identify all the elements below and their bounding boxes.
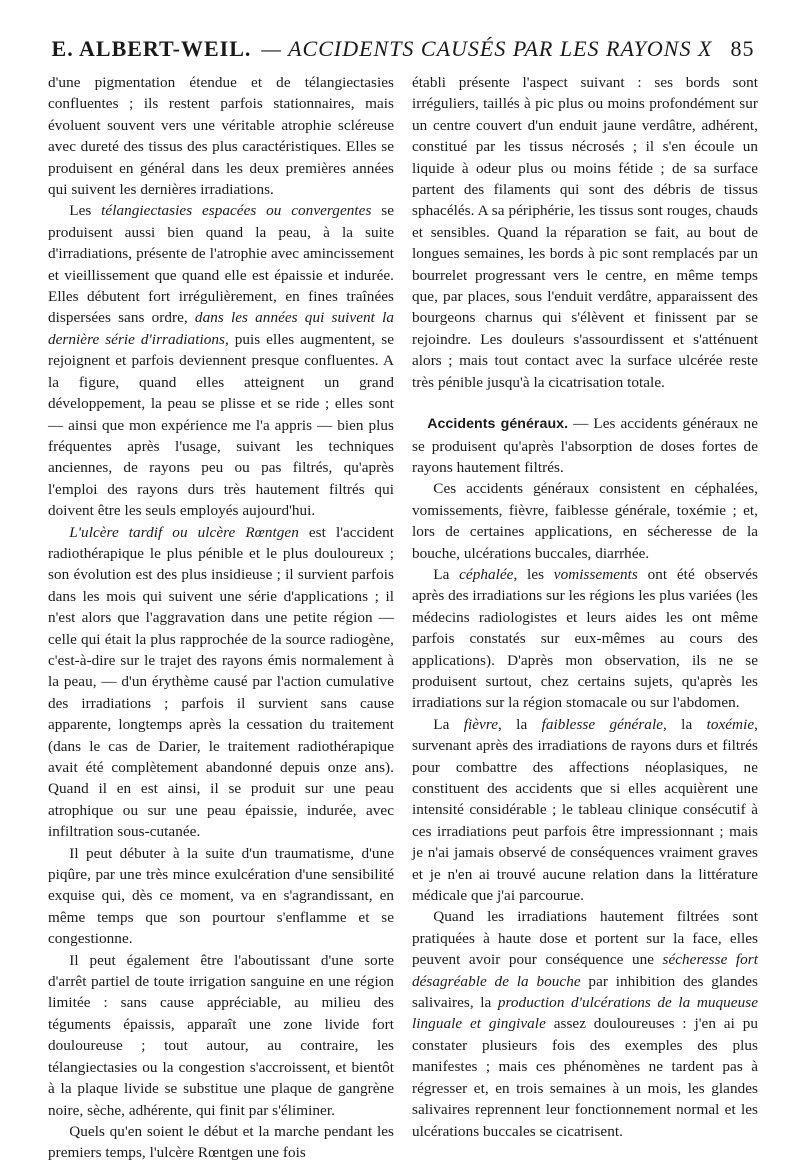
emphasis: télangiectasies espacées ou convergentes — [101, 202, 372, 220]
paragraph: Il peut également être l'aboutissant d'une sorte d'arrêt partiel de toute irrigation sanguine en une région limitée : sans cause appréciable, au milieu des téguments épaissis, apparaît une zone livide fort douloureuse ; tout autour, au contraire, les télangiectasies ou la congestion s'accroissent, et bientôt à la plaque livide se substitue une plaque de gangrène noire, sèche, adhérente, qui finit par s'éliminer. — [48, 951, 394, 1119]
left-column — [48, 72, 394, 1164]
header-author: E. ALBERT-WEIL. — [51, 36, 252, 61]
running-header — [48, 36, 758, 70]
emphasis: sécheresse fort désagréable de la bouche — [412, 951, 758, 990]
emphasis: vomissements — [553, 565, 638, 583]
emphasis: toxémie — [706, 715, 755, 733]
paragraph: Ces accidents généraux consistent en céphalées, vomissements, fièvre, faiblesse générale, toxémie ; et, lors de certaines applications, en sécheresse de la bouche, ulcérations buccales, diarrhée. — [412, 480, 758, 562]
paragraph: Quand les irradiations hautement filtrées sont pratiquées à haute dose et portent sur la face, elles peuvent avoir pour conséquence une sécheresse fort désagréable de la bouche par inhibition des glandes salivaires, la production d'ulcérations de la muqueuse linguale et gingivale assez douloureuses : j'en ai pu constater plusieurs fois des exemples des plus manifestes ; mais ces phénomènes ne tardent pas à régresser et, en trois semaines à un mois, les glandes salivaires reprennent leur fonctionnement normal et les ulcérations buccales se cicatrisent. — [412, 908, 759, 1140]
emphasis: fièvre — [463, 715, 499, 733]
header-title: — ACCIDENTS CAUSÉS PAR LES RAYONS X — [261, 36, 713, 61]
emphasis: faiblesse générale — [541, 715, 664, 733]
paragraph: L'ulcère tardif ou ulcère Rœntgen est l'accident radiothérapique le plus pénible et le plus douloureux ; son évolution est des plus insidieuse ; il survient parfois dans les mois qui suivent une série d'applications ; il n'est alors que l'aggravation dans une petite région — celle qui était la plus rapprochée de la source radiogène, c'est-à-dire sur le trajet des rayons émis normalement à la peau, — d'un érythème causé par l'action cumulative des irradiations ; parfois il survient sans cause apparente, longtemps après la cessation du traitement (dans le cas de Darier, le traitement radiothérapique avait été complètement abandonné depuis onze ans). Quand il en est ainsi, il se produit sur une peau atrophique ou sur une peau épaissie, indurée, avec infiltration sous-cutanée. — [48, 523, 395, 841]
emphasis: céphalée — [459, 565, 514, 583]
paragraph: Quels qu'en soient le début et la marche pendant les premiers temps, l'ulcère Rœntgen une fois — [48, 1122, 394, 1162]
page-number: 85 — [730, 36, 755, 61]
paragraph: établi présente l'aspect suivant : ses bords sont irréguliers, taillés à pic plus ou moins profondément sur un centre couvert d'un enduit jaune verdâtre, adhérent, constitué par les tissus nécrosés ; il s'en écoule un liquide à odeur plus ou moins fétide ; de sa surface partent des filaments qui sont des débris de tissus sphacélés. A sa périphérie, les tissus sont rouges, chauds et sensibles. Quand la réparation se fait, au bout de longues semaines, les bords à pic sont remplacés par un bourrelet progressant vers le centre, en même temps que, par places, sous l'enduit verdâtre, apparaissent des bourgeons charnus qui s'élèvent et finissent par se rejoindre. Les douleurs s'assourdissent et s'atténuent alors ; mais tout contact avec la surface ulcérée reste très pénible jusqu'à la cicatrisation totale. — [412, 74, 758, 391]
two-column-body — [48, 72, 758, 1164]
paragraph: La céphalée, les vomissements ont été observés après des irradiations sur les régions les plus variées (les médecins radiologistes et leurs aides les ont même parfois constatés sur eux-mêmes au cours des applications). D'après mon observation, ils ne se produisent surtout, chez certains sujets, qu'après les irradiations sur la région stomacale ou sur l'abdomen. — [412, 565, 758, 712]
paragraph: Il peut débuter à la suite d'un traumatisme, d'une piqûre, par une très mince exulcération d'une sensibilité exquise qui, dès ce moment, va en s'agrandissant, en même temps que son pourtour s'enflamme et se congestionne. — [48, 844, 394, 948]
section-paragraph: Accidents généraux. — Les accidents généraux ne se produisent qu'après l'absorption de doses fortes de rayons hautement filtrés. — [412, 415, 758, 476]
paragraph: La fièvre, la faiblesse générale, la toxémie, survenant après des irradiations de rayons durs et filtrés pour combattre des affections néoplasiques, ne constituent des accidents que si elles acquièrent une intensité considérable ; le tableau clinique consécutif à ces irradiations peut parfois être impressionnant ; mais je n'ai jamais observé de conséquences vraiment graves et je n'en ai trouvé aucune relation dans la littérature médicale que j'ai parcourue. — [412, 715, 758, 905]
emphasis: production d'ulcérations de la muqueuse linguale et gingivale — [412, 994, 758, 1033]
paragraph: Les télangiectasies espacées ou convergentes se produisent aussi bien quand la peau, à la suite d'irradiations, présente de l'atrophie avec amincissement et vieillissement que quand elle est épaissie et indurée. Elles débutent fort irrégulièrement, en fines traînées dispersées sans ordre, dans les années qui suivent la dernière série d'irradiations, puis elles augmentent, se rejoignent et parfois deviennent presque confluentes. A la figure, quand elles atteignent un grand développement, la peau se plisse et se ride ; elles sont — ainsi que mon expérience me l'a appris — bien plus fréquentes après l'usage, suivant les techniques anciennes, de rayons peu ou pas filtrés, qu'après l'emploi des rayons durs très hautement filtrés qui doivent être les seuls employés aujourd'hui. — [48, 202, 394, 520]
right-column — [412, 72, 758, 1164]
emphasis: dans les années qui suivent la dernière série d'irradiations — [48, 309, 394, 348]
section-heading: Accidents généraux. — [427, 416, 569, 433]
emphasis: L'ulcère tardif ou ulcère Rœntgen — [69, 523, 299, 541]
paragraph: d'une pigmentation étendue et de télangiectasies confluentes ; ils restent parfois stationnaires, mais évoluent souvent vers une véritable atrophie scléreuse avec dureté des tissus des plus caractéristiques. Elles se produisent en général dans les deux premières années qui suivent les dernières irradiations. — [48, 74, 394, 199]
